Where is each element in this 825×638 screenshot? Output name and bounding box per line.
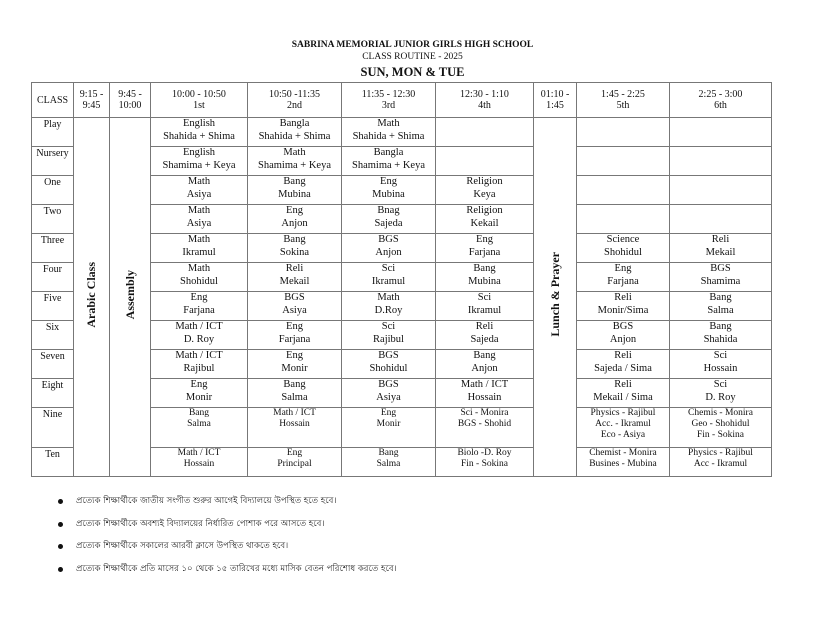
note-item: প্রত্যেক শিক্ষার্থীকে সকালের আরবী ক্লাসে উপস্থিত থাকতে হবে। [56,539,397,562]
subject-cell: Bang Sokina [248,234,342,263]
subject-cell: Reli Mekail [670,234,772,263]
subject-cell: Eng Farjana [577,263,670,292]
col-time: 11:35 - 12:30 [361,89,416,100]
subject-cell: Math Ikramul [151,234,248,263]
class-name-cell: Two [32,205,74,234]
note-item: প্রত্যেক শিক্ষার্থীকে জাতীয় সংগীত শুরুর আগেই বিদ্যালয়ে উপস্থিত হতে হবে। [56,494,397,517]
col-header-period-3 [342,83,436,118]
col-period: 5th [616,100,630,111]
subject-cell: Math Shamima + Keya [248,147,342,176]
subject-cell: Sci - Monira BGS - Shohid [436,408,534,448]
class-name-cell: Five [32,292,74,321]
header-row [32,83,772,118]
subject-cell: Eng Anjon [248,205,342,234]
lunch-label: Lunch & Prayer [547,252,562,338]
subject-cell: Bang Mubina [248,176,342,205]
note-item: প্রত্যেক শিক্ষার্থীকে প্রতি মাসের ১০ থেকে ১৫ তারিখের মধ্যে মাসিক বেতন পরিশোধ করতে হবে। [56,562,397,585]
class-name-cell: Four [32,263,74,292]
class-name-cell: Three [32,234,74,263]
subject-cell: Math / ICT Hossain [436,379,534,408]
col-header-class [32,83,74,118]
subject-cell [577,118,670,147]
subject-cell: Math Shahida + Shima [342,118,436,147]
subject-cell: Bang Salma [342,448,436,477]
subject-cell: Math / ICT Hossain [248,408,342,448]
subject-cell [670,176,772,205]
subject-cell: Sci Hossain [670,350,772,379]
subject-cell: Bang Anjon [436,350,534,379]
col-header-period-1 [151,83,248,118]
note-item: প্রত্যেক শিক্ষার্থীকে অবশ্যই বিদ্যালয়ের নির্ধারিত পোশাক পরে আসতে হবে। [56,517,397,540]
arabic-column-cell [74,118,110,477]
subject-cell: BGS Shohidul [342,350,436,379]
class-name-cell: Eight [32,379,74,408]
subject-cell: Math Shohidul [151,263,248,292]
col-period: 4th [478,100,491,111]
col-header-period-2 [248,83,342,118]
subject-cell: Sci Ikramul [342,263,436,292]
subject-cell: BGS Asiya [248,292,342,321]
subject-cell: Math Asiya [151,205,248,234]
subject-cell: Eng Farjana [151,292,248,321]
class-name-cell: Six [32,321,74,350]
subject-cell [670,205,772,234]
routine-table [31,82,772,477]
col-period: 2nd [287,100,302,111]
school-name: SABRINA MEMORIAL JUNIOR GIRLS HIGH SCHOOL [291,40,534,50]
col-time: 1:45 - 2:25 [601,89,645,100]
col-time: CLASS [36,94,69,106]
col-header-period-6 [670,83,772,118]
arabic-label: Arabic Class [84,261,99,328]
subject-cell: Eng Monir [342,408,436,448]
subject-cell: Physics - Rajibul Acc - Ikramul [670,448,772,477]
class-name-cell: Play [32,118,74,147]
routine-body [32,118,772,477]
subject-cell: Bnag Sajeda [342,205,436,234]
assembly-label: Assembly [122,270,137,320]
col-header-assembly [110,83,151,118]
table-row [32,118,772,147]
col-time: 12:30 - 1:10 [460,89,509,100]
subject-cell: Reli Mekail / Sima [577,379,670,408]
subject-cell: Bang Salma [248,379,342,408]
subject-cell [577,176,670,205]
notes-list [56,494,397,584]
subject-cell: Religion Kekail [436,205,534,234]
routine-title: CLASS ROUTINE - 2025 [362,52,463,62]
subject-cell: Sci D. Roy [670,379,772,408]
class-name-cell: Seven [32,350,74,379]
subject-cell: Biolo -D. Roy Fin - Sokina [436,448,534,477]
subject-cell: Eng Principal [248,448,342,477]
col-header-period-5 [577,83,670,118]
subject-cell: Math D.Roy [342,292,436,321]
col-time: 10:00 - 10:50 [172,89,226,100]
routine-days: SUN, MON & TUE [360,65,465,79]
subject-cell: Eng Farjana [436,234,534,263]
subject-cell: Science Shohidul [577,234,670,263]
col-period: 1st [193,100,205,111]
subject-cell [577,147,670,176]
subject-cell: Chemis - Monira Geo - Shohidul Fin - Sokina [670,408,772,448]
subject-cell: Bangla Shahida + Shima [248,118,342,147]
subject-cell: English Shamima + Keya [151,147,248,176]
subject-cell: Math / ICT Rajibul [151,350,248,379]
subject-cell [670,118,772,147]
subject-cell: Bang Mubina [436,263,534,292]
subject-cell: Chemist - Monira Busines - Mubina [577,448,670,477]
subject-cell: Reli Mekail [248,263,342,292]
class-name-cell: Ten [32,448,74,477]
subject-cell: Eng Monir [151,379,248,408]
subject-cell: English Shahida + Shima [151,118,248,147]
subject-cell [436,147,534,176]
col-period: 6th [714,100,727,111]
subject-cell: Reli Sajeda / Sima [577,350,670,379]
class-name-cell: One [32,176,74,205]
col-header-period-4 [436,83,534,118]
lunch-column-cell [534,118,577,477]
subject-cell: Math / ICT D. Roy [151,321,248,350]
subject-cell: Bang Salma [151,408,248,448]
subject-cell: BGS Shamima [670,263,772,292]
col-time: 2:25 - 3:00 [698,89,743,100]
subject-cell: Bang Salma [670,292,772,321]
subject-cell: Bangla Shamima + Keya [342,147,436,176]
subject-cell: BGS Anjon [342,234,436,263]
subject-cell [577,205,670,234]
subject-cell: Sci Ikramul [436,292,534,321]
subject-cell: Reli Monir/Sima [577,292,670,321]
class-name-cell: Nine [32,408,74,448]
assembly-column-cell [110,118,151,477]
class-name-cell: Nursery [32,147,74,176]
subject-cell: Reli Sajeda [436,321,534,350]
subject-cell: Religion Keya [436,176,534,205]
subject-cell: Math / ICT Hossain [151,448,248,477]
subject-cell: Bang Shahida [670,321,772,350]
subject-cell: BGS Asiya [342,379,436,408]
subject-cell: Physics - Rajibul Acc. - Ikramul Eco - Asiya [577,408,670,448]
subject-cell: Eng Farjana [248,321,342,350]
col-time: 9:15 - 9:45 [79,89,104,111]
subject-cell: BGS Anjon [577,321,670,350]
col-header-lunch [534,83,577,118]
subject-cell: Sci Rajibul [342,321,436,350]
col-time: 01:10 - 1:45 [540,89,570,111]
subject-cell: Math Asiya [151,176,248,205]
col-header-arabic [74,83,110,118]
col-time: 10:50 -11:35 [268,89,320,100]
subject-cell [436,118,534,147]
col-period: 3rd [381,100,396,111]
subject-cell: Eng Mubina [342,176,436,205]
subject-cell [670,147,772,176]
subject-cell: Eng Monir [248,350,342,379]
col-time: 9:45 - 10:00 [118,89,142,111]
